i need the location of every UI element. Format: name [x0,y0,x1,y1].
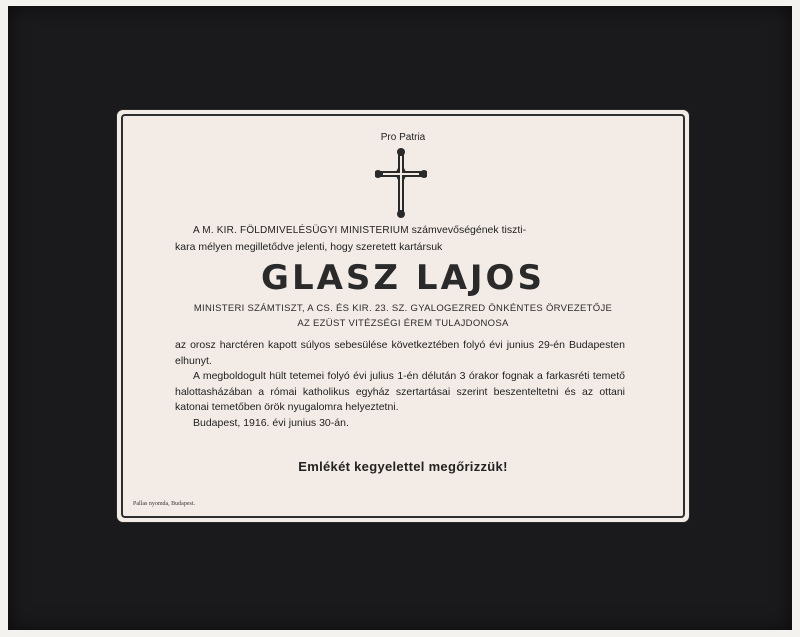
rank-line-2: AZ EZÜST VITÉZSÉGI ÉREM TULAJDONOSA [297,318,509,329]
date-line: Budapest, 1916. évi junius 30-án. [193,416,349,429]
header-pro-patria: Pro Patria [380,132,426,143]
intro-text [175,222,625,255]
closing-line: Emlékét kegyelettel megőrizzük! [298,459,508,474]
intro-line-2: kara mélyen megilletődve jelenti, hogy szeretett kartársuk [175,241,443,253]
printer-imprint: Pallas nyomda, Budapest. [133,501,195,507]
paragraph-death: az orosz harctéren kapott súlyos sebesülése következtében folyó évi junius 29-én Budapesten elhunyt. [175,339,625,367]
obituary-card [117,110,689,522]
deceased-name: GLASZ LAJOS [261,258,545,298]
body-text [175,338,625,431]
intro-line-1 [175,222,625,239]
paragraph-funeral: A megboldogult hült tetemei folyó évi julius 1-én délután 3 órakor fognak a farkasréti temető halottasházában a római katholikus egyház szertartásai szerint beszenteltetni és az ottani katonai temetőben örök nyugalomra helyeztetni. [175,370,625,413]
intro-line-1-rest: számvevőségének tiszti- [408,224,527,236]
ornate-cross-icon [375,148,427,218]
rank-titles [117,301,689,331]
ministry-name: A M. KIR. FÖLDMIVELÉSÜGYI MINISTERIUM [193,225,409,236]
rank-line-1: MINISTERI SZÁMTISZT, A CS. ÉS KIR. 23. SZ. GYALOGEZRED ÖNKÉNTES ÖRVEZETŐJE [193,303,613,314]
